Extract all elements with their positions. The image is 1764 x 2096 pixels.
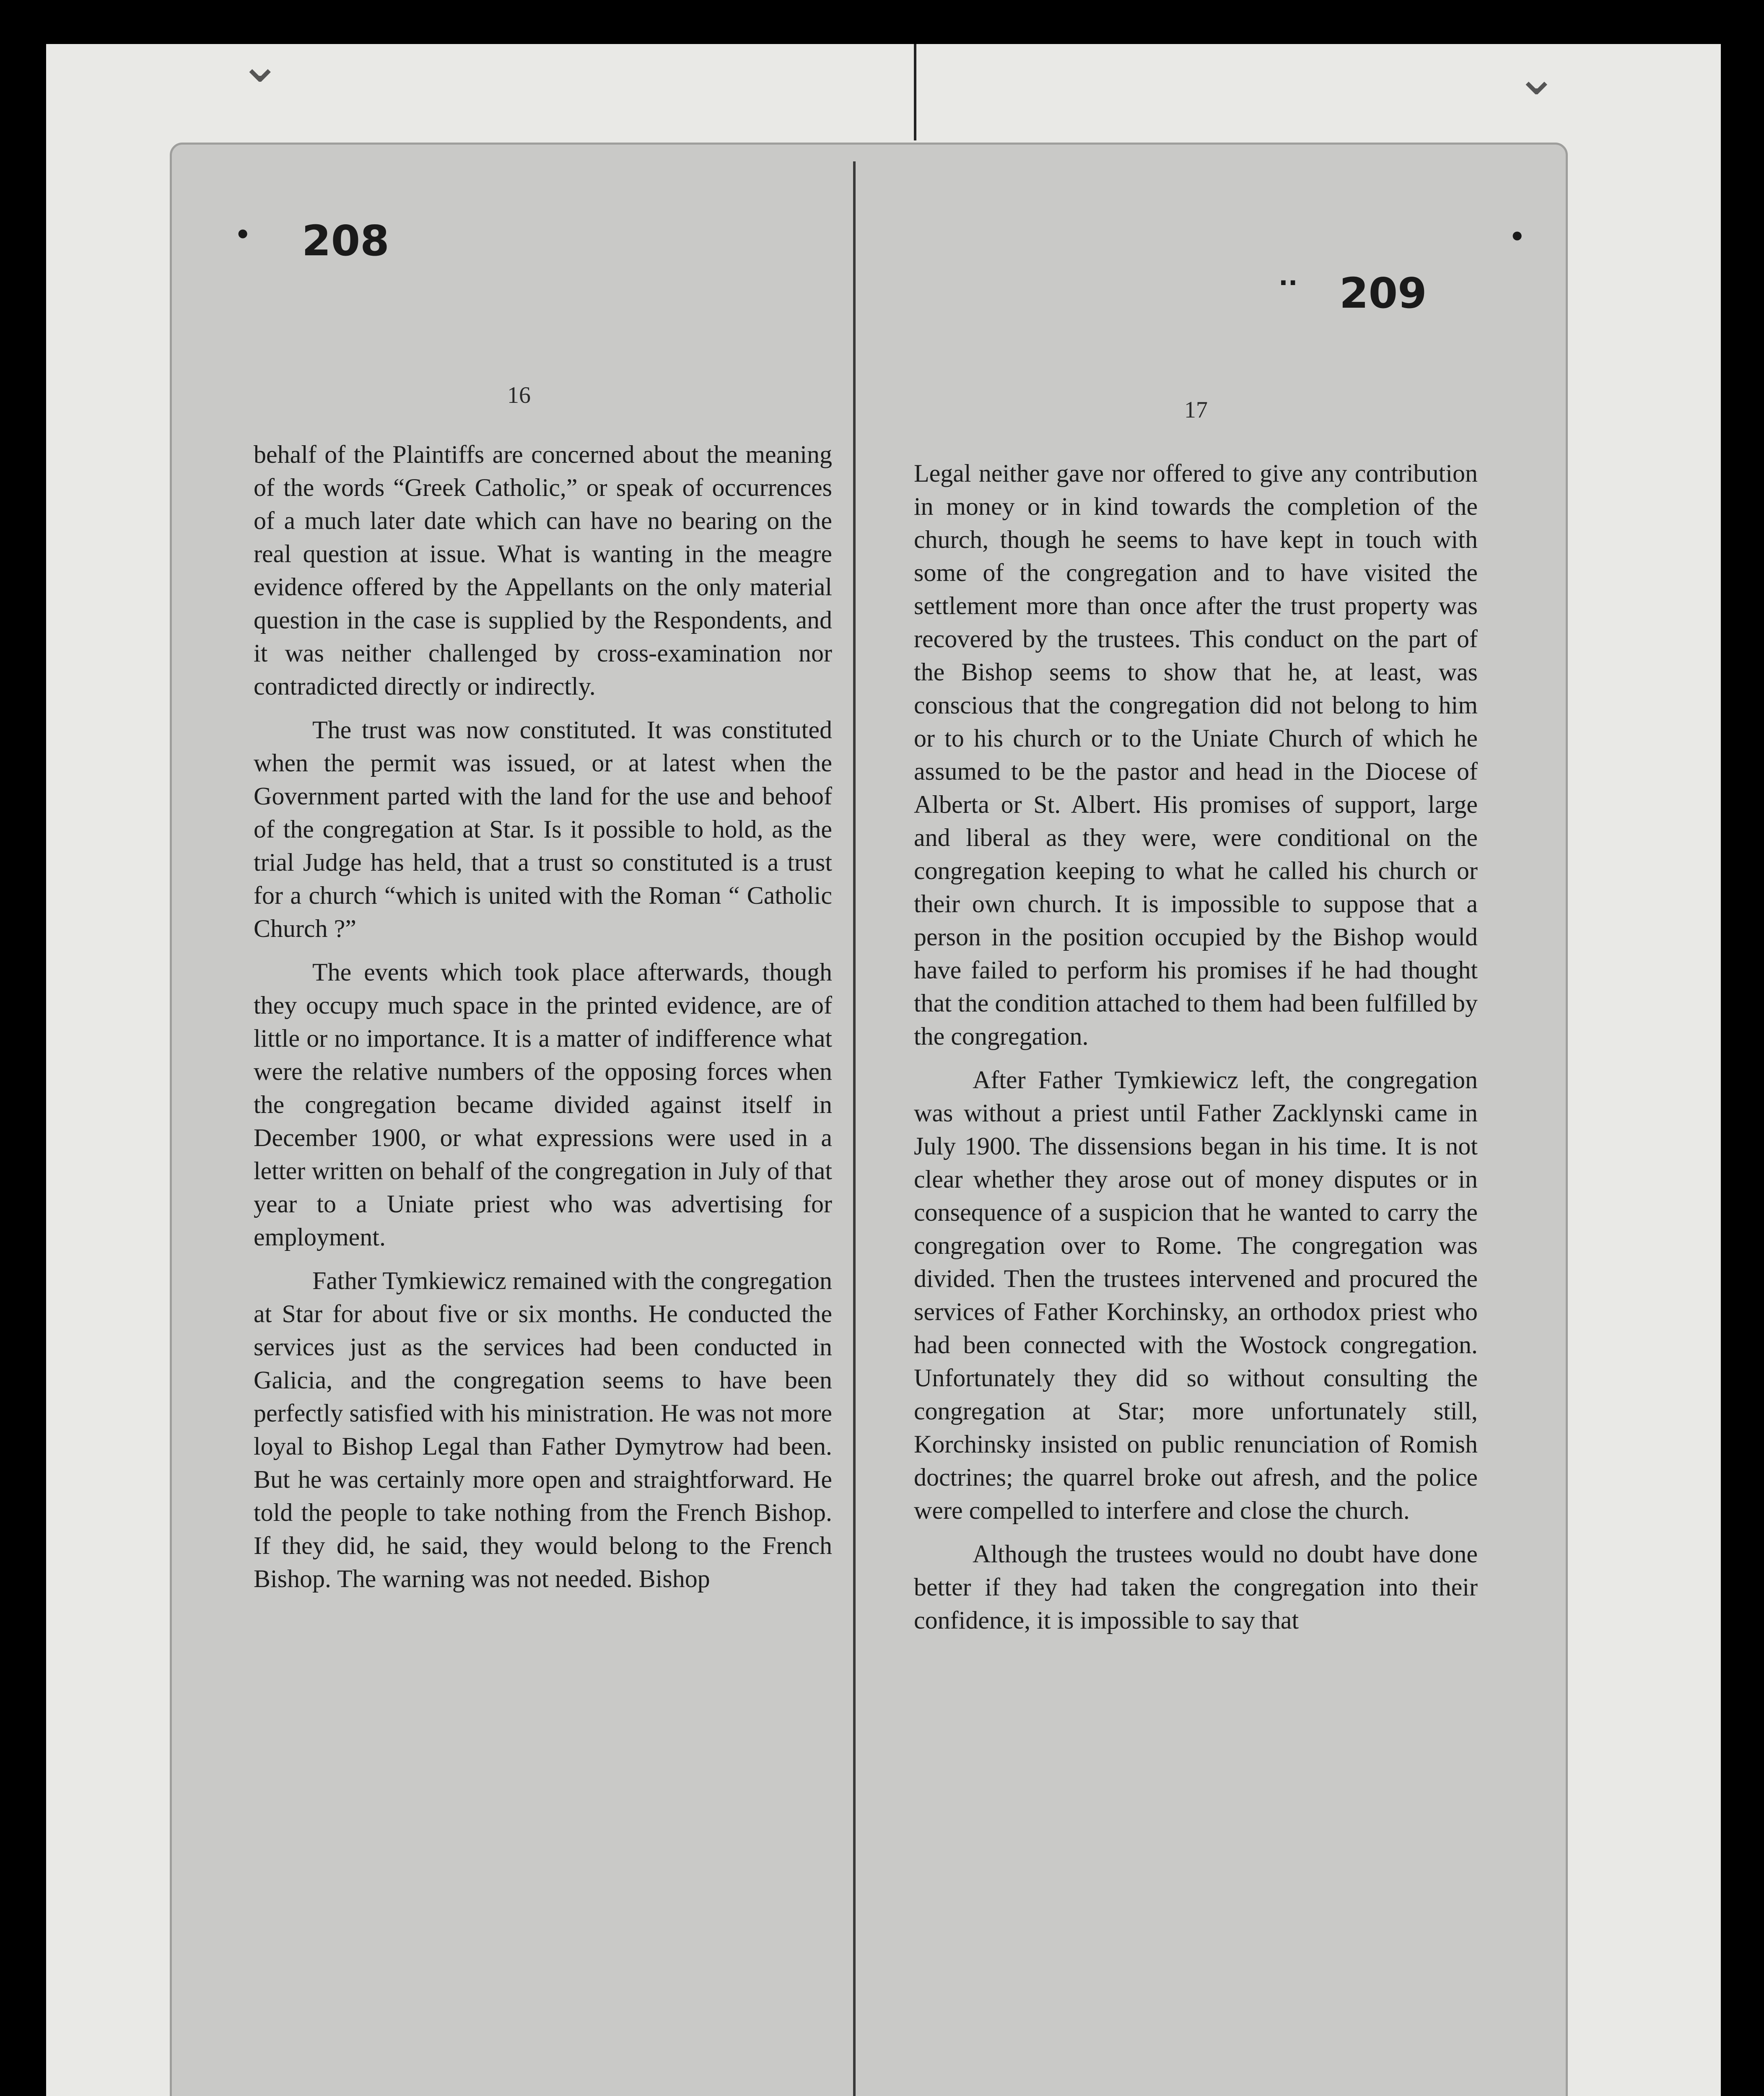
paragraph: Legal neither gave nor offered to give any contribution in money or in kind towards the completion of the church, though he seems to have kept in touch with some of the congregation and to have visited the settlement more than once after the trust property was recovered by the trustees. This conduct on the part of the Bishop seems to show that he, at least, was conscious that the congregation did not belong to him or to his church or to the Uniate Church of which he assumed to be the pastor and head in the Diocese of Alberta or St. Albert. His promises of support, large and liberal as they were, were conditional on the congregation keeping to what he called his church or their own church. It is impossible to suppose that a person in the position occupied by the Bishop would have failed to perform his promises if he had thought that the condition attached to them had been fulfilled by the congregation. (914, 459, 1478, 1050)
paragraph: After Father Tymkiewicz left, the congregation was without a priest until Father Zacklynski came in July 1900. The dissensions began in his time. It is not clear whether they arose out of money disputes or in consequence of a suspicion that he wanted to carry the congregation over to Rome. The congregation was divided. Then the trustees intervened and procured the services of Father Korchinsky, an orthodox priest who had been connected with the Wostock congregation. Unfortunately they did so without consulting the congregation at Star; more unfortunately still, Korchinsky insisted on public renunciation of Romish doctrines; the quarrel broke out afresh, and the police were compelled to interfere and close the church. (914, 1066, 1478, 1524)
mount-divider (914, 44, 916, 140)
dash-mark-right: ·· (1279, 268, 1298, 298)
paragraph: The trust was now constituted. It was constituted when the permit was issued, or at latest when the Government parted with the land for the use and behoof of the congregation at Star. Is it possible to hold, as the trial Judge has held, that a trust so constituted is a trust for a church “which is united with the Roman “ Catholic Church ?” (254, 716, 832, 942)
paragraph: Although the trustees would no doubt have done better if they had taken the congregation into their confidence, it is impossible to say that (914, 1540, 1478, 1634)
folio-right: 17 (1184, 397, 1208, 423)
tick-mark-right: ⌄ (1515, 49, 1558, 105)
paragraph: The events which took place afterwards, though they occupy much space in the printed evidence, are of little or no importance. It is a matter of indifference what were the relative numbers of the opposing forces when the congregation became divided against itself in December 1900, or what expressions were used in a letter written on behalf of the congregation in July of that year to a Uniate priest who was advertising for employment. (254, 958, 832, 1251)
archive-page-number-right: 209 (1339, 269, 1427, 318)
page-gutter (853, 161, 856, 2096)
bullet-mark-right: • (1509, 222, 1525, 252)
folio-left: 16 (507, 382, 531, 408)
right-column (914, 457, 1478, 1647)
paragraph: Father Tymkiewicz remained with the congregation at Star for about five or six months. He conducted the services just as the services had been conducted in Galicia, and the congregation seems to have been perfectly satisfied with his ministration. He was not more loyal to Bishop Legal than Father Dymytrow had been. But he was certainly more open and straightforward. He told the people to take nothing from the French Bishop. If they did, he said, they would belong to the French Bishop. The warning was not needed. Bishop (254, 1267, 832, 1593)
left-column (254, 438, 832, 1606)
tick-mark-left: ⌄ (239, 37, 281, 93)
bullet-mark-left: • (235, 220, 251, 249)
paragraph: behalf of the Plaintiffs are concerned about the meaning of the words “Greek Catholic,” or speak of occurrences of a much later date which can have no bearing on the real question at issue. What is wanting in the meagre evidence offered by the Appellants on the only material question in the case is supplied by the Respondents, and it was neither challenged by cross-examination nor contradicted directly or indirectly. (254, 441, 832, 700)
archive-page-number-left: 208 (302, 216, 389, 265)
